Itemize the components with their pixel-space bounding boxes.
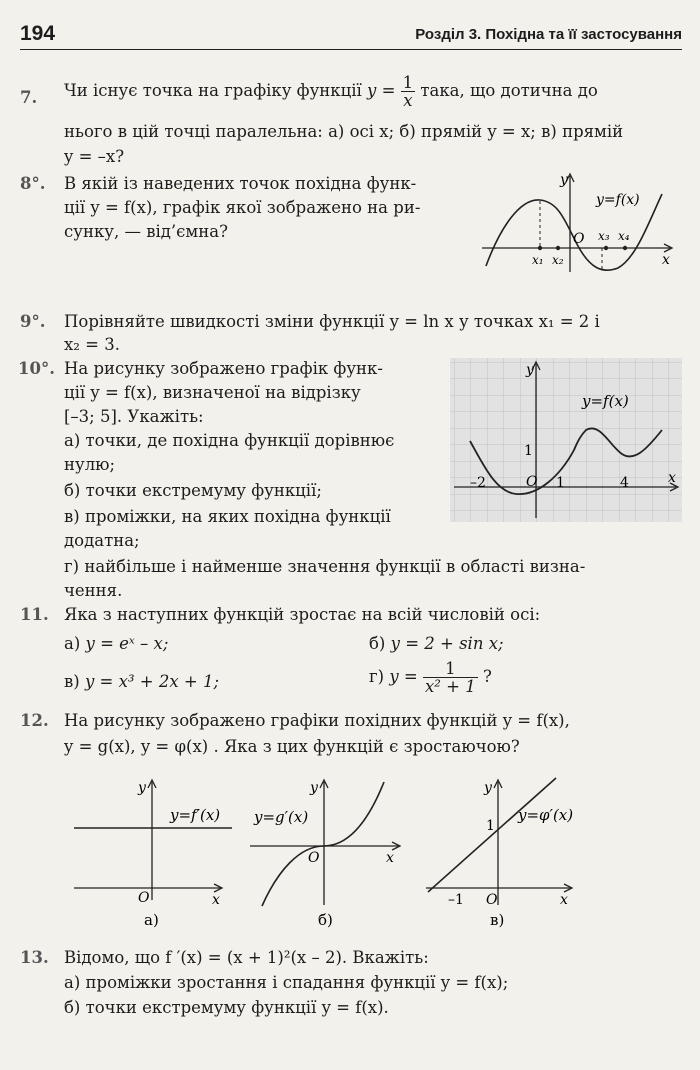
- x-axis-label: x: [560, 892, 568, 908]
- y-axis-label: y: [560, 172, 568, 188]
- problem-10-line-3: [–3; 5]. Укажіть:: [64, 407, 204, 426]
- y-axis-label: y: [526, 362, 534, 378]
- tick-minus-2: –2: [470, 475, 486, 491]
- problem-11-number: 11.: [20, 605, 49, 624]
- origin-label: O: [573, 231, 585, 247]
- page-number: 194: [20, 22, 56, 45]
- curve-g-prime: [262, 782, 384, 906]
- line-phi-prime: [428, 778, 556, 892]
- x-axis-label: x: [668, 470, 676, 486]
- problem-10-line-8: додатна;: [64, 531, 140, 550]
- label-x1: x₁: [532, 253, 544, 267]
- curve-label: y=f′(x): [170, 806, 221, 824]
- option-c: [64, 670, 219, 694]
- problem-7-fraction: [401, 74, 416, 109]
- fraction-numerator: 1: [423, 660, 478, 678]
- header-rule: [20, 49, 682, 50]
- point-x1: [538, 246, 542, 250]
- point-x3: [604, 246, 608, 250]
- origin-label: O: [138, 890, 150, 906]
- problem-10-line-5: нулю;: [64, 455, 116, 474]
- problem-12-figure-a: [70, 770, 235, 930]
- problem-9-line-2: x₂ = 3.: [64, 335, 120, 354]
- problem-7-number: 7.: [20, 88, 38, 107]
- y-axis-label: y: [138, 780, 146, 796]
- problem-7-line-1: [64, 74, 598, 109]
- problem-12-line-1: На рисунку зображено графіки похідних функцій y = f(x),: [64, 711, 570, 730]
- option-b-label: б): [369, 634, 386, 653]
- problem-12-figure-b: [248, 770, 408, 930]
- curve-label: y=g′(x): [254, 808, 309, 826]
- problem-9-line-1: Порівняйте швидкості зміни функції y = ln x у точках x₁ = 2 і: [64, 312, 600, 331]
- problem-10-line-9: г) найбільше і найменше значення функції в області визна-: [64, 557, 586, 576]
- label-x2: x₂: [552, 253, 564, 267]
- option-a-label: а): [64, 634, 81, 653]
- option-c-text: y = x³ + 2x + 1;: [84, 672, 220, 691]
- option-a-text: y = eˣ – x;: [85, 634, 169, 653]
- x-axis-label: x: [386, 850, 394, 866]
- curve-label: y=φ′(x): [518, 806, 574, 824]
- problem-7-text-after: така, що дотична до: [420, 81, 598, 100]
- problem-7-line-2: нього в цій точці паралельна: а) осі x; б) прямій y = x; в) прямій: [64, 122, 624, 141]
- point-x2: [556, 246, 560, 250]
- problem-13-number: 13.: [20, 948, 49, 967]
- problem-10-figure: [450, 358, 682, 522]
- problem-10-line-6: б) точки екстремуму функції;: [64, 481, 322, 500]
- problem-13-line-1: Відомо, що f ′(x) = (x + 1)²(x – 2). Вкажіть:: [64, 948, 429, 967]
- label-x3: x₃: [598, 229, 610, 243]
- problem-10-line-10: чення.: [64, 581, 123, 600]
- problem-8-number: 8°.: [20, 174, 46, 193]
- y-axis-label: y: [310, 780, 318, 796]
- problem-11-line-1: Яка з наступних функцій зростає на всій числовій осі:: [64, 605, 541, 624]
- tick-x-4: 4: [620, 475, 629, 491]
- tick-x-1: 1: [556, 475, 565, 491]
- fraction-numerator: 1: [402, 73, 414, 92]
- y-axis-label: y: [484, 780, 492, 796]
- problem-13-line-2: а) проміжки зростання і спадання функції y = f(x);: [64, 973, 509, 992]
- problem-13-line-3: б) точки екстремуму функції y = f(x).: [64, 998, 389, 1017]
- chapter-title: Розділ 3. Похідна та її застосування: [415, 26, 682, 43]
- option-d-lhs: y =: [389, 667, 418, 686]
- curve-label: y=f(x): [582, 392, 629, 410]
- option-d-fraction: [423, 660, 478, 695]
- option-c-label: в): [64, 672, 80, 691]
- tick-y-1: 1: [524, 443, 533, 459]
- problem-10-number: 10°.: [18, 359, 55, 378]
- page-header: [20, 20, 682, 48]
- figure-caption: а): [144, 911, 159, 929]
- fraction-denominator: x² + 1: [425, 677, 476, 696]
- problem-12-number: 12.: [20, 711, 49, 730]
- problem-7-line-3: y = –x?: [64, 147, 125, 166]
- problem-12-figure-c: [424, 770, 584, 930]
- problem-7-text-before: Чи існує точка на графіку функції: [64, 81, 362, 100]
- option-d-suffix: ?: [482, 667, 492, 686]
- problem-12-line-2: y = g(x), y = φ(x) . Яка з цих функцій є зростаючою?: [64, 737, 520, 756]
- tick-x-minus-1: –1: [448, 892, 464, 908]
- fraction-denominator: x: [403, 91, 413, 110]
- problem-10-line-7: в) проміжки, на яких похідна функції: [64, 507, 391, 526]
- option-d: [369, 660, 492, 695]
- problem-10-line-2: ції y = f(x), визначеної на відрізку: [64, 383, 361, 402]
- problem-8-figure: [478, 168, 678, 278]
- x-axis-label: x: [212, 892, 220, 908]
- x-axis-label: x: [662, 252, 670, 268]
- problem-9-number: 9°.: [20, 312, 46, 331]
- point-x4: [623, 246, 627, 250]
- problem-10-line-1: На рисунку зображено графік функ-: [64, 359, 383, 378]
- figure-caption: в): [490, 911, 505, 929]
- option-a: [64, 632, 168, 656]
- label-x4: x₄: [618, 229, 630, 243]
- tick-y-1: 1: [486, 818, 495, 834]
- curve-label: y=f(x): [596, 192, 640, 208]
- option-b: [369, 632, 504, 656]
- grid: [450, 358, 682, 522]
- origin-label: O: [526, 474, 538, 490]
- problem-10-line-4: а) точки, де похідна функції дорівнює: [64, 431, 395, 450]
- figure-caption: б): [318, 911, 333, 929]
- option-b-text: y = 2 + sin x;: [390, 634, 504, 653]
- origin-label: O: [308, 850, 320, 866]
- problem-8-line-2: ції y = f(x), графік якої зображено на ри-: [64, 198, 421, 217]
- problem-7-formula-lhs: y =: [367, 81, 396, 100]
- problem-8-line-1: В якій із наведених точок похідна функ-: [64, 174, 417, 193]
- problem-8-line-3: сунку, — від’ємна?: [64, 222, 228, 241]
- option-d-label: г): [369, 667, 385, 686]
- origin-label: O: [486, 892, 498, 908]
